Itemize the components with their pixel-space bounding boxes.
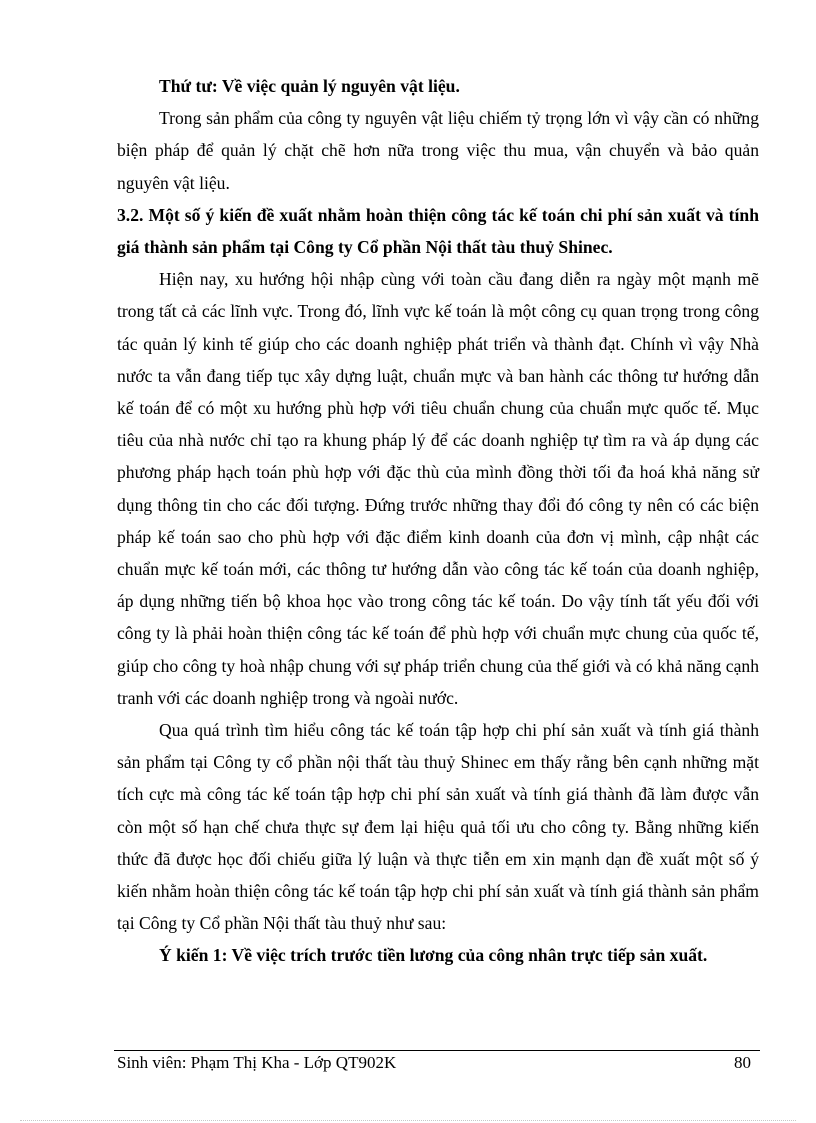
page-bottom-dotted-border: [20, 1120, 796, 1121]
paragraph-proposal-intro: Qua quá trình tìm hiểu công tác kế toán tập hợp chi phí sản xuất và tính giá thành sản phẩm tại Công ty cổ phần nội thất tàu thuỷ Shinec em thấy rằng bên cạnh những mặt tích cực mà công tác kế toán tập hợp chi phí sản xuất và tính giá thành đã làm được vẫn còn một số hạn chế chưa thực sự đem lại hiệu quả tối ưu cho công ty. Bằng những kiến thức đã được học đối chiếu giữa lý luận và thực tiễn em xin mạnh dạn đề xuất một số ý kiến nhằm hoàn thiện công tác kế toán tập hợp chi phí sản xuất và tính giá thành sản phẩm tại Công ty Cổ phần Nội thất tàu thuỷ như sau:: [117, 720, 759, 934]
section-heading-3-2: 3.2. Một số ý kiến đề xuất nhằm hoàn thiện công tác kế toán chi phí sản xuất và tính giá thành sản phẩm tại Công ty Cổ phần Nội thất tàu thuỷ Shinec.: [117, 204, 759, 258]
page-content: [117, 70, 759, 972]
paragraph-materials: Trong sản phẩm của công ty nguyên vật liệu chiếm tỷ trọng lớn vì vậy cần có những biện pháp để quản lý chặt chẽ hơn nữa trong việc thu mua, vận chuyển và bảo quản nguyên vật liệu.: [117, 108, 759, 193]
page-number: 80: [734, 1053, 751, 1072]
page-footer: [117, 1053, 757, 1077]
footer-divider: [114, 1050, 760, 1051]
heading-opinion-1: Ý kiến 1: Về việc trích trước tiền lương của công nhân trực tiếp sản xuất.: [159, 945, 708, 966]
heading-fourth: Thứ tư: Về việc quản lý nguyên vật liệu.: [159, 76, 460, 96]
paragraph-integration: Hiện nay, xu hướng hội nhập cùng với toàn cầu đang diễn ra ngày một mạnh mẽ trong tất cả các lĩnh vực. Trong đó, lĩnh vực kế toán là một công cụ quan trọng trong công tác quản lý kinh tế giúp cho các doanh nghiệp phát triển và thành đạt. Chính vì vậy Nhà nước ta vẫn đang tiếp tục xây dựng luật, chuẩn mực và ban hành các thông tư hướng dẫn kế toán để có một xu hướng phù hợp với tiêu chuẩn chung của chuẩn mực quốc tế. Mục tiêu của nhà nước chỉ tạo ra khung pháp lý để các doanh nghiệp tự tìm ra và áp dụng các phương pháp hạch toán phù hợp với đặc thù của mình đồng thời tối đa hoá khả năng sử dụng thông tin cho các đối tượng. Đứng trước những thay đổi đó công ty nên có các biện pháp kế toán sao cho phù hợp với đặc điểm kinh doanh của đơn vị mình, cập nhật các chuẩn mực kế toán mới, các thông tư hướng dẫn vào công tác kế toán của doanh nghiệp, áp dụng những tiến bộ khoa học vào trong công tác kế toán. Do vậy tính tất yếu đối với công ty là phải hoàn thiện công tác kế toán để phù hợp với chuẩn mực chung của quốc tế, giúp cho công ty hoà nhập chung với sự pháp triển chung của thế giới và có khả năng cạnh tranh với các doanh nghiệp trong và ngoài nước.: [117, 269, 759, 708]
footer-author: Sinh viên: Phạm Thị Kha - Lớp QT902K: [117, 1053, 397, 1072]
